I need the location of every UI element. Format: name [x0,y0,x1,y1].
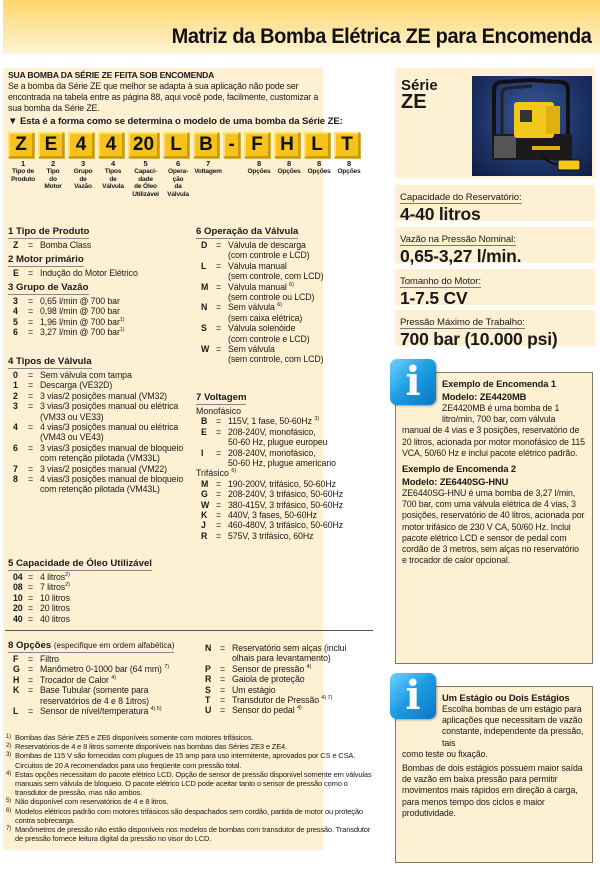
spec-label: Pressão Máximo de Trabalho: [400,317,525,328]
stage-title: Um Estágio ou Dois Estágios [442,692,570,703]
three-phase-label: Trifásico $^{6)}$ [196,468,237,479]
footnote: 6) Modelos elétricos padrão com motores trifásicos são despachados sem cordão, partida de motor ou proteção contra sobrecarga. [6,806,363,825]
footnote: 1) Bombas das Série ZE5 e ZE6 disponíveis somente com motores trifásicos. [6,733,254,742]
section-motor [8,249,193,278]
example-1-title: Exemplo de Encomenda 1 [442,378,556,389]
list-item: S = Válvula solenóide (com controle e LCD) [201,323,310,344]
spec-max-pressure [395,310,595,349]
list-item: G = Manômetro 0-1000 bar (64 mm) $^{7)}$ [13,664,169,675]
code-box-product: Z [8,132,34,158]
list-item: L = Válvula manual (sem controle, com LCD) [201,260,324,282]
spec-label: Capacidade do Reservatório: [400,192,522,203]
single-phase-label: Monofásico [196,406,241,416]
code-label: 2 Tipo do Motor [44,159,62,191]
order-example-box [395,358,593,664]
section-valve-operation [196,221,376,365]
page-header [3,0,600,54]
spec-flow [395,227,595,266]
divider [5,630,373,631]
code-label: 6 Opera- ção da Válvula [167,159,189,199]
list-item: 3 = 0,65 l/min @ 700 bar [13,296,120,306]
code-box-valve: 4 [98,132,124,158]
list-item: 20 = 20 litros [13,603,70,614]
code-label: 8 Opções [247,159,271,175]
list-item: I = 208-240V, monofásico, 50-60 Hz, plugue americano [201,447,336,469]
list-item: P = Sensor de pressão $^{4)}$ [205,663,312,674]
list-item: J = 460-480V, 3 trifásico, 50-60Hz [201,520,344,531]
code-box-motor: E [38,132,64,158]
model-heading: ▼ Esta é a forma como se determina o modelo de uma bomba da Série ZE: [8,116,343,127]
stage-info-box [395,672,593,863]
section-title: 2 Motor primário [8,254,84,265]
list-item: N = Sem válvula $^{6)}$ (sem caixa elétrica) [201,302,303,323]
code-box-option-3: L [304,132,330,158]
list-item: S = Um estágio [205,684,276,695]
section-title: 1 Tipo de Produto [8,226,90,237]
spec-label: Tomanho do Motor: [400,276,481,287]
list-item: G = 208-240V, 3 trifásico, 50-60Hz [201,489,344,500]
list-item: K = Base Tubular (somente para reservatórios de 4 e 8 1itros) [13,685,149,706]
section-title: 8 Opções (especifique em ordem alfabética) [8,640,175,651]
footnotes [6,733,374,843]
list-item: R = 575V, 3 trifásico, 60Hz [201,530,314,541]
list-item: M = 190-200V, trifásico, 50-60Hz [201,478,336,489]
spec-label: Vazão na Pressão Nominal: [400,234,516,245]
intro-text: Se a bomba da Série ZE que melhor se adapta à sua aplicação não pode ser encontrada na tabela entre as página 88, aqui você pode, facilmente, customizar a sua bomba da Série ZE. [8,81,319,113]
code-label: 1 Tipo de Produto [11,159,35,183]
example-1-model: Modelo: ZE4420MB [442,391,527,402]
list-item: 7 = 3 vias/2 posições manual (VM22) [13,463,167,474]
list-item: Z = Bomba Class [13,240,92,250]
list-item: W = 380-415V, 3 trifásico, 50-60Hz [201,499,344,510]
list-item: W = Sem válvula (sem controle, com LCD) [201,344,324,365]
list-item: E = 208-240V, monofásico, 50-60 Hz, plugue europeu [201,426,328,448]
list-item: U = Sensor do pedal $^{4)}$ [205,705,302,716]
model-code-labels [8,160,380,199]
code-label: 7 Voltagem [194,159,222,175]
list-item: F = Filtro [13,654,59,664]
list-item: E = Indução do Motor Elétrico [13,268,138,278]
list-item: B = 115V, 1 fase, 50-60Hz $^{3)}$ [201,416,320,427]
example-1-desc: ZE4420MB é uma bomba de 1 litro/min, 700 bar, com válvula [442,403,560,425]
section-title: 4 Tipos de Válvula [8,356,92,367]
pump-photo [472,76,592,176]
footnote: 2) Reservatórios de 4 e 8 litros somente disponíveis nas bombas das Séries ZE3 e ZE4. [6,742,288,752]
list-item: M = Válvula manual $^{6)}$ (sem controle ou LCD) [201,281,315,303]
code-box-option-4: T [334,132,360,158]
list-item: T = Transdutor de Pressão $^{4) 7)}$ [205,695,333,706]
list-item: D = Válvula de descarga (com controle e LCD) [201,240,310,261]
code-label: 3 Grupo de Vazão [73,159,93,191]
list-item: 10 = 10 litros [13,592,70,603]
example-2-model: Modelo: ZE6440SG-HNU [402,476,509,488]
page-title: Matriz da Bomba Elétrica ZE para Encomenda [172,24,592,48]
list-item: 4 = 0,98 l/min @ 700 bar [13,306,120,317]
example-1-desc-cont: manual de 4 vias e 3 posições, reservatório de 20 litros, acionada por motor monofásico de 115 VCA, 50/60 Hz e inclui pacote elétrico padrão. [402,425,585,458]
footnote: 5) Não disponível com reservatórios de 4 e 8 litros. [6,797,169,807]
section-title: 7 Voltagem [196,392,247,403]
code-box-dash: - [223,132,240,158]
spec-value: 0,65-3,27 l/min. [400,246,522,266]
list-item: 4 = 4 vias/3 posições manual ou elétrica (VM43 ou VE43) [13,422,179,443]
stage-desc-cont: como teste ou fixação. [402,748,488,759]
section-flow-group [8,277,193,338]
code-box-option-2: H [274,132,300,158]
code-box-voltage: B [193,132,219,158]
code-label: 8 Opções [277,159,301,175]
list-item: H = Trocador de Calor $^{4)}$ [13,674,116,685]
code-box-flow: 4 [68,132,94,158]
list-item: 04 = 4 litros$^{2)}$ [13,572,70,582]
list-item: 40 = 40 litros [13,613,70,624]
info-icon: i [390,359,436,405]
spec-motor-size [395,269,595,308]
section-title: 3 Grupo de Vazão [8,282,89,293]
series-label: Série ZE [401,77,438,113]
code-label: 4 Tipos de Válvula [102,159,124,191]
footnote: 4) Estas opções necessitam do pacote elétrico LCD. Opção de sensor de pressão disponível somente em válvulas manuais sem válvula de bloqueio. O pacote elétrico LCD pode aceitar tanto o sensor de pressão como o transdutor de pressão, mas não ambos. [6,769,372,798]
example-2-title: Exemplo de Encomenda 2 [402,463,516,475]
list-item: 1 = Descarga (VE32D) [13,380,113,391]
section-title: 6 Operação da Válvula [196,226,299,237]
code-box-capacity: 20 [128,132,159,158]
spec-value: 4-40 litros [400,204,481,224]
model-code-row [8,132,380,158]
section-oil-capacity [8,553,193,624]
section-options [8,635,198,716]
list-item: 6 = 3,27 l/min @ 700 bar$^{1)}$ [13,327,125,338]
series-panel [395,68,595,178]
intro-block [8,70,380,199]
code-box-option-1: F [244,132,270,158]
list-item: 2 = 3 vias/2 posições manual (VM32) [13,390,167,401]
stage-desc-2: Bombas de dois estágios possuem maior saída de vazão em baixa pressão para permitir movimentos mais rápidos em direção à carga, para menos tempo dos ciclos e maior produtividade. [402,763,583,818]
list-item: 6 = 3 vias/3 posições manual de bloqueio com retenção pilotada (VM33L) [13,442,184,464]
spec-value: 1-7.5 CV [400,288,468,308]
spec-reservoir [395,185,595,224]
section-options-right [200,643,378,716]
section-product-type [8,221,193,250]
code-label: 5 Capaci- dade de Óleo Utilizável [132,159,159,199]
code-box-valve-op: L [163,132,189,158]
list-item: 5 = 1,96 l/min @ 700 bar$^{1)}$ [13,316,125,327]
list-item: N = Reservatório sem alças (inclui olhais para levantamento) [205,643,347,664]
section-title: 5 Capacidade de Óleo Utilizável [8,558,152,569]
pump-image-icon [472,76,592,176]
spec-value: 700 bar (10.000 psi) [400,329,558,349]
code-label [223,160,244,199]
code-label: 8 Opções [337,159,361,175]
list-item: L = Sensor de nível/temperatura $^{4) 5)}$ [13,706,162,717]
section-voltage [196,387,376,541]
list-item: 0 = Sem válvula com tampa [13,370,132,380]
stage-desc: Escolha bombas de um estágio para aplicações que necessitam de vazão constante, independente da pressão, tais [442,704,584,748]
example-2-desc: ZE6440SG-HNU é uma bomba de 3,27 l/min, 700 bar, com uma válvula elétrica de 4 vias, 3 posições, reservatório de 40 litros, acionada por motor trifásico de 230 V CA, 50/60 Hz. Inclui pacote elétrico LCD e sensor de pedal com cordão de 3 metros, sem alças no reservatório e trocador de calor opcional. [402,488,585,566]
code-label: 8 Opções [307,159,331,175]
intro-heading: SUA BOMBA DA SÉRIE ZE FEITA SOB ENCOMENDA [8,70,215,80]
list-item: 3 = 3 vias/3 posições manual ou elétrica (VM33 ou VE33) [13,401,179,422]
section-valve-types [8,351,193,495]
info-icon: i [390,673,436,719]
list-item: 8 = 4 vias/3 posições manual de bloqueio com retenção pilotada (VM43L) [13,474,184,495]
list-item: K = 440V, 3 fases, 50-60Hz [201,510,317,521]
footnote: 7) Manômetros de pressão não estão disponíveis nos modelos de bombas com transdutor de pressão. Transdutor de pressão fornece leitura digital da pressão no visor do LCD. [6,825,371,844]
list-item: 08 = 7 litros$^{2)}$ [13,582,70,593]
footnote: 3) Bombas de 115 V são fornecidas com plugues de 15 amp para uso intermitente, aprovados por CS e CSA. Circuitos de 20 A recomendados para uso freqüente com pressão total. [6,751,356,770]
list-item: R = Gaiola de proteção [205,674,305,685]
